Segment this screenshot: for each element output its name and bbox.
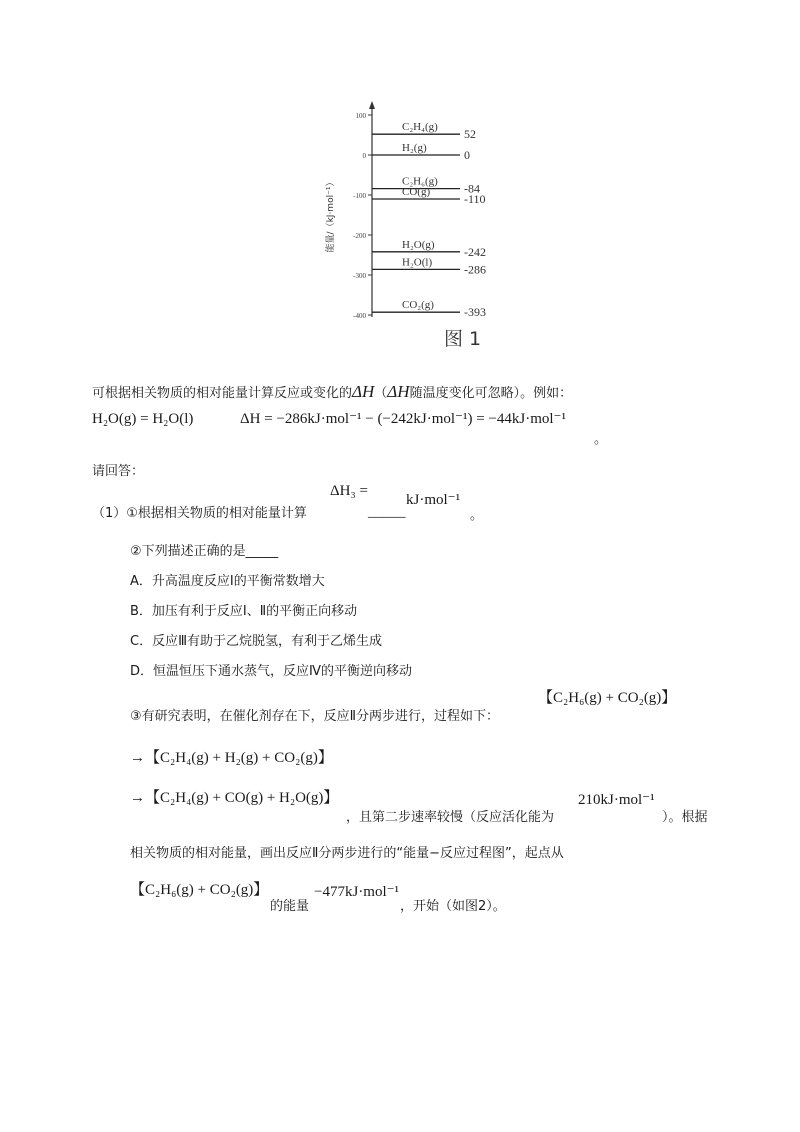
species-label: C₂H₆(g) (402, 175, 438, 188)
energy-level-figure (320, 95, 490, 350)
q1-lead: （1）①根据相关物质的相对能量计算 (92, 506, 307, 521)
q3-line3: 相关物质的相对能量，画出反应Ⅱ分两步进行的“能量−反应过程图”，起点从 (130, 846, 564, 861)
q1-end: 。 (470, 508, 484, 523)
energy-value-label: -393 (464, 305, 486, 320)
q1-delta-h3: ΔH₃ = (330, 483, 368, 499)
q3-step2: →【C₂H₄(g) + CO(g) + H₂O(g)】 (130, 790, 339, 806)
q2-stem: ②下列描述正确的是_____ (130, 544, 279, 559)
energy-value-label: -110 (464, 192, 486, 206)
option-d: D．恒温恒压下通水蒸气，反应Ⅳ的平衡逆向移动 (130, 664, 413, 679)
q1-unit: kJ·mol⁻¹ (406, 492, 461, 508)
intro-text-2: （ (374, 386, 388, 401)
q3-start-species: 【C₂H₆(g) + CO₂(g)】 (538, 690, 677, 706)
y-tick-label: 100 (355, 112, 366, 120)
q1-blank[interactable]: _____ (368, 504, 406, 520)
example-equation-left: H₂O(g) = H₂O(l) (92, 411, 194, 427)
q3-step2-tail: ，且第二步速率较慢（反应活化能为 (346, 810, 555, 825)
q3-energy-lead: 的能量 (270, 899, 310, 914)
prompt: 请回答： (92, 464, 145, 479)
delta-h-symbol-2: ΔH (387, 382, 410, 401)
option-b: B．加压有利于反应Ⅰ、Ⅱ的平衡正向移动 (130, 604, 358, 619)
species-label: H₂O(l) (402, 256, 433, 269)
y-axis-arrow (369, 101, 375, 109)
y-tick-label: -400 (353, 312, 366, 320)
example-equation-right: ΔH = −286kJ·mol⁻¹ − (−242kJ·mol⁻¹) = −44kJ·mol⁻¹ (240, 411, 566, 427)
q3-step1: →【C₂H₄(g) + H₂(g) + CO₂(g)】 (130, 750, 333, 766)
energy-value-label: -286 (464, 262, 486, 277)
q3-lead: ③有研究表明，在催化剂存在下，反应Ⅱ分两步进行，过程如下： (130, 709, 500, 724)
q3-energy-tail: ，开始（如图2）。 (400, 899, 506, 914)
q3-start-energy: −477kJ·mol⁻¹ (314, 884, 400, 900)
energy-value-label: -84 (464, 181, 480, 196)
intro-text-1: 可根据相关物质的相对能量计算反应或变化的 (92, 386, 353, 401)
energy-value-label: -242 (464, 244, 486, 259)
species-label: H₂O(g) (402, 238, 435, 251)
species-label: CO₂(g) (402, 299, 434, 312)
y-tick-label: 0 (362, 152, 366, 160)
energy-value-label: 52 (464, 127, 476, 142)
delta-h-symbol: ΔH (352, 382, 375, 401)
species-label: CO(g) (402, 186, 431, 198)
intro-text-3: 随温度变化可忽略）。例如： (409, 386, 573, 401)
species-label: C₂H₄(g) (402, 121, 438, 134)
y-tick-label: -100 (353, 192, 366, 200)
y-tick-label: -200 (353, 232, 366, 240)
energy-value-label: 0 (464, 148, 470, 162)
q3-activation-energy: 210kJ·mol⁻¹ (578, 792, 655, 808)
option-c: C．反应Ⅲ有助于乙烷脱氢，有利于乙烯生成 (130, 634, 383, 649)
intro-line (92, 382, 572, 402)
q3-start-again: 【C₂H₆(g) + CO₂(g)】 (130, 882, 269, 898)
q3-ea-tail: ）。根据 (662, 810, 708, 825)
y-axis-label: 能量/（kJ·mol⁻¹） (326, 177, 336, 253)
option-a: A．升高温度反应Ⅰ的平衡常数增大 (130, 574, 325, 589)
example-end: 。 (594, 432, 608, 447)
y-tick-label: -300 (353, 272, 366, 280)
figure-caption: 图 1 (444, 328, 482, 350)
species-label: H₂(g) (402, 142, 427, 154)
